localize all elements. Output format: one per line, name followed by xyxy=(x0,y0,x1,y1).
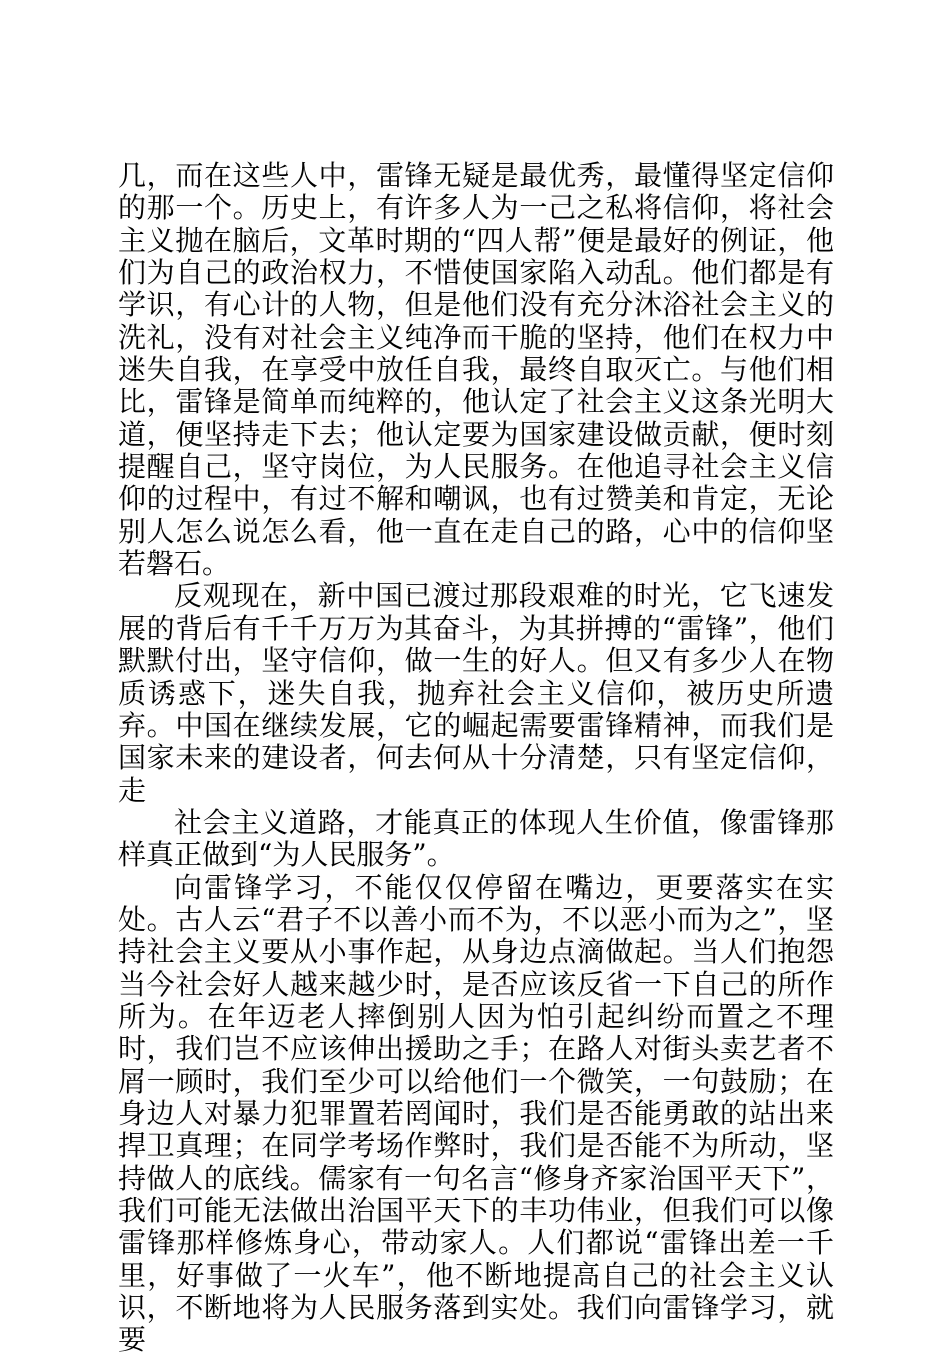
paragraph-4: 向雷锋学习，不能仅仅停留在嘴边，更要落实在实处。古人云“君子不以善小而不为，不以恶小而为之”，坚持社会主义要从小事作起，从身边点滴做起。当人们抱怨当今社会好人越来越少时，是否应该反省一下自己的所作所为。在年迈老人摔倒别人因为怕引起纠纷而置之不理时，我们岂不应该伸出援助之手；在路人对街头卖艺者不屑一顾时，我们至少可以给他们一个微笑，一句鼓励；在身边人对暴力犯罪置若罔闻时，我们是否能勇敢的站出来捍卫真理；在同学考场作弊时，我们是否能不为所动，坚持做人的底线。儒家有一句名言“修身齐家治国平天下”，我们可能无法做出治国平天下的丰功伟业，但我们可以像雷锋那样修炼身心，带动家人。人们都说“雷锋出差一千里，好事做了一火车”，他不断地提高自己的社会主义认识，不断地将为人民服务落到实处。我们向雷锋学习，就要 xyxy=(118,870,834,1357)
paragraph-3: 社会主义道路，才能真正的体现人生价值，像雷锋那样真正做到“为人民服务”。 xyxy=(118,805,834,872)
body-text xyxy=(118,160,834,1357)
paragraph-1: 几，而在这些人中，雷锋无疑是最优秀，最懂得坚定信仰的那一个。历史上，有许多人为一己之私将信仰，将社会主义抛在脑后，文革时期的“四人帮”便是最好的例证，他们为自己的政治权力，不惜使国家陷入动乱。他们都是有学识，有心计的人物，但是他们没有充分沐浴社会主义的洗礼，没有对社会主义纯净而干脆的坚持，他们在权力中迷失自我，在享受中放任自我，最终自取灭亡。与他们相比，雷锋是简单而纯粹的，他认定了社会主义这条光明大道，便坚持走下去；他认定要为国家建设做贡献，便时刻提醒自己，坚守岗位，为人民服务。在他追寻社会主义信仰的过程中，有过不解和嘲讽，也有过赞美和肯定，无论别人怎么说怎么看，他一直在走自己的路，心中的信仰坚若磐石。 xyxy=(118,159,834,581)
paragraph-2: 反观现在，新中国已渡过那段艰难的时光，它飞速发展的背后有千千万万为其奋斗，为其拼搏的“雷锋”，他们默默付出，坚守信仰，做一生的好人。但又有多少人在物质诱惑下，迷失自我，抛弃社会主义信仰，被历史所遗弃。中国在继续发展，它的崛起需要雷锋精神，而我们是国家未来的建设者，何去何从十分清楚，只有坚定信仰，走 xyxy=(118,579,834,807)
